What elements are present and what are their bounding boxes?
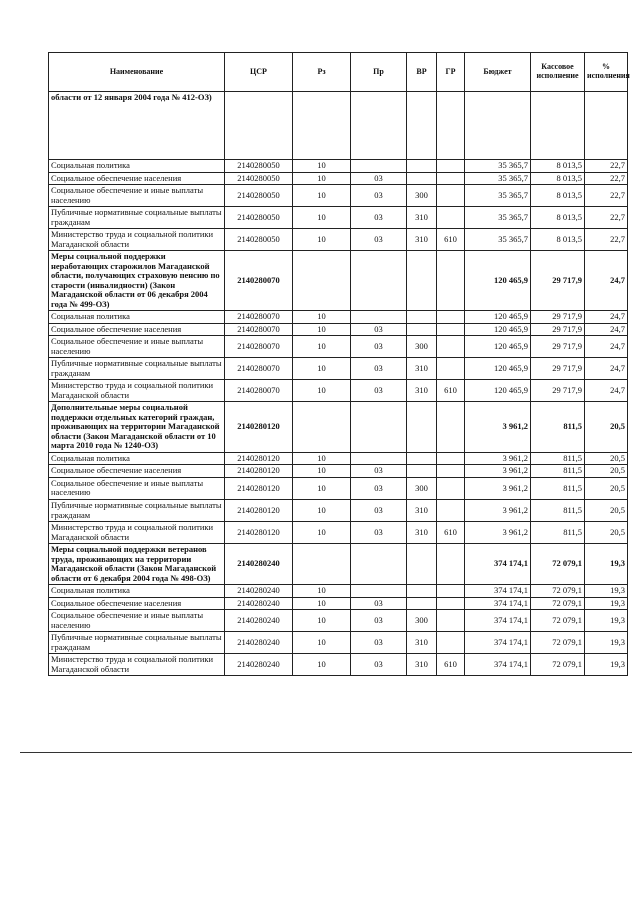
cell-name: Дополнительные меры социальной поддержки отдельных категорий граждан, проживающих на территории Магаданской области (Закон Магаданской области от 10 марта 2010 года № 1240-ОЗ) bbox=[49, 402, 225, 453]
cell-name: Меры социальной поддержки неработающих старожилов Магаданской области, получающих страховую пенсию по старости (инвалидности) (Закон Магаданской области от 06 декабря 2004 года № 499-ОЗ) bbox=[49, 251, 225, 311]
cell-rz: 10 bbox=[293, 172, 351, 185]
cell-rz bbox=[293, 251, 351, 311]
cell-pct: 19,3 bbox=[585, 610, 628, 632]
cell-gr bbox=[437, 465, 465, 478]
cell-csr: 2140280050 bbox=[225, 229, 293, 251]
cell-pr: 03 bbox=[351, 654, 407, 676]
cell-pr bbox=[351, 311, 407, 324]
cell-rz: 10 bbox=[293, 358, 351, 380]
cell-rz: 10 bbox=[293, 585, 351, 598]
cell-name: Министерство труда и социальной политики Магаданской области bbox=[49, 229, 225, 251]
cell-csr: 2140280070 bbox=[225, 311, 293, 324]
cell-budget: 35 365,7 bbox=[465, 185, 531, 207]
cell-name: Публичные нормативные социальные выплаты гражданам bbox=[49, 499, 225, 521]
cell-exec: 72 079,1 bbox=[531, 597, 585, 610]
cell-budget: 120 465,9 bbox=[465, 336, 531, 358]
cell-pr: 03 bbox=[351, 229, 407, 251]
cell-csr: 2140280050 bbox=[225, 160, 293, 173]
cell-pr bbox=[351, 452, 407, 465]
cell-name: Публичные нормативные социальные выплаты гражданам bbox=[49, 358, 225, 380]
cell-pct: 24,7 bbox=[585, 336, 628, 358]
cell-rz: 10 bbox=[293, 185, 351, 207]
cell-vr bbox=[407, 585, 437, 598]
cell-name: Социальное обеспечение населения bbox=[49, 172, 225, 185]
cell-name: Социальное обеспечение населения bbox=[49, 465, 225, 478]
cell-pr: 03 bbox=[351, 380, 407, 402]
cell-csr: 2140280070 bbox=[225, 336, 293, 358]
cell-rz: 10 bbox=[293, 465, 351, 478]
cell-budget: 3 961,2 bbox=[465, 465, 531, 478]
cell-vr bbox=[407, 452, 437, 465]
cell-name: Социальное обеспечение и иные выплаты населению bbox=[49, 610, 225, 632]
cell-gr bbox=[437, 172, 465, 185]
cell-name: Социальное обеспечение и иные выплаты населению bbox=[49, 185, 225, 207]
cell-pct: 20,5 bbox=[585, 477, 628, 499]
cell-pr: 03 bbox=[351, 597, 407, 610]
cell-pct: 19,3 bbox=[585, 597, 628, 610]
cell-budget: 374 174,1 bbox=[465, 632, 531, 654]
table-row bbox=[49, 251, 628, 311]
cell-name: Министерство труда и социальной политики Магаданской области bbox=[49, 522, 225, 544]
cell-vr bbox=[407, 402, 437, 453]
cell-exec: 8 013,5 bbox=[531, 160, 585, 173]
cell-csr: 2140280050 bbox=[225, 207, 293, 229]
table-row bbox=[49, 185, 628, 207]
cell-name: Социальная политика bbox=[49, 311, 225, 324]
cell-budget: 3 961,2 bbox=[465, 477, 531, 499]
cell-name: Публичные нормативные социальные выплаты гражданам bbox=[49, 632, 225, 654]
cell-pct: 19,3 bbox=[585, 654, 628, 676]
cell-pr bbox=[351, 160, 407, 173]
cell-gr bbox=[437, 610, 465, 632]
cell-exec: 8 013,5 bbox=[531, 207, 585, 229]
cell-csr: 2140280070 bbox=[225, 358, 293, 380]
budget-table bbox=[48, 52, 628, 676]
cell-budget: 3 961,2 bbox=[465, 402, 531, 453]
cell-pct: 19,3 bbox=[585, 632, 628, 654]
cell-gr bbox=[437, 358, 465, 380]
empty-cell bbox=[351, 92, 407, 160]
cell-pct: 24,7 bbox=[585, 323, 628, 336]
table-row bbox=[49, 465, 628, 478]
header-row bbox=[49, 53, 628, 92]
cell-vr: 300 bbox=[407, 336, 437, 358]
cell-pr: 03 bbox=[351, 465, 407, 478]
table-row bbox=[49, 172, 628, 185]
cell-pr: 03 bbox=[351, 610, 407, 632]
cell-budget: 374 174,1 bbox=[465, 597, 531, 610]
empty-cell bbox=[465, 92, 531, 160]
table-row bbox=[49, 654, 628, 676]
cell-vr bbox=[407, 311, 437, 324]
cell-csr: 2140280050 bbox=[225, 185, 293, 207]
cell-exec: 72 079,1 bbox=[531, 632, 585, 654]
cell-vr: 310 bbox=[407, 229, 437, 251]
cell-vr: 310 bbox=[407, 522, 437, 544]
cell-gr bbox=[437, 336, 465, 358]
empty-cell bbox=[293, 92, 351, 160]
cell-name: Меры социальной поддержки ветеранов труда, проживающих на территории Магаданской области (Закон Магаданской области от 6 декабря 2004 года № 498-ОЗ) bbox=[49, 544, 225, 585]
cell-rz: 10 bbox=[293, 323, 351, 336]
table-row bbox=[49, 336, 628, 358]
cell-exec: 811,5 bbox=[531, 477, 585, 499]
cell-pr: 03 bbox=[351, 323, 407, 336]
cell-exec: 29 717,9 bbox=[531, 251, 585, 311]
cell-csr: 2140280070 bbox=[225, 251, 293, 311]
cell-vr: 300 bbox=[407, 610, 437, 632]
cell-pr: 03 bbox=[351, 336, 407, 358]
cell-pr bbox=[351, 251, 407, 311]
cell-vr: 310 bbox=[407, 380, 437, 402]
cell-gr bbox=[437, 499, 465, 521]
cell-csr: 2140280120 bbox=[225, 499, 293, 521]
cell-budget: 120 465,9 bbox=[465, 380, 531, 402]
cell-exec: 29 717,9 bbox=[531, 380, 585, 402]
table-row bbox=[49, 597, 628, 610]
table-row bbox=[49, 207, 628, 229]
table-row bbox=[49, 544, 628, 585]
table-row bbox=[49, 522, 628, 544]
cell-exec: 29 717,9 bbox=[531, 311, 585, 324]
cell-rz: 10 bbox=[293, 229, 351, 251]
continuation-row bbox=[49, 92, 628, 160]
header-rz: Рз bbox=[293, 53, 351, 92]
empty-cell bbox=[585, 92, 628, 160]
cell-pct: 22,7 bbox=[585, 160, 628, 173]
cell-exec: 811,5 bbox=[531, 465, 585, 478]
cell-name: Социальная политика bbox=[49, 452, 225, 465]
cell-budget: 120 465,9 bbox=[465, 323, 531, 336]
cell-vr bbox=[407, 160, 437, 173]
cell-vr bbox=[407, 172, 437, 185]
cell-exec: 29 717,9 bbox=[531, 358, 585, 380]
cell-budget: 3 961,2 bbox=[465, 522, 531, 544]
cell-pct: 22,7 bbox=[585, 207, 628, 229]
cell-budget: 3 961,2 bbox=[465, 499, 531, 521]
cell-csr: 2140280240 bbox=[225, 610, 293, 632]
cell-exec: 811,5 bbox=[531, 499, 585, 521]
table-row bbox=[49, 358, 628, 380]
cell-csr: 2140280240 bbox=[225, 597, 293, 610]
cell-name: Публичные нормативные социальные выплаты гражданам bbox=[49, 207, 225, 229]
cell-vr: 310 bbox=[407, 207, 437, 229]
cell-budget: 120 465,9 bbox=[465, 311, 531, 324]
cell-pct: 20,5 bbox=[585, 465, 628, 478]
cell-gr: 610 bbox=[437, 380, 465, 402]
cell-csr: 2140280070 bbox=[225, 380, 293, 402]
cell-budget: 3 961,2 bbox=[465, 452, 531, 465]
cell-name: Министерство труда и социальной политики Магаданской области bbox=[49, 380, 225, 402]
cell-pr: 03 bbox=[351, 522, 407, 544]
cell-exec: 8 013,5 bbox=[531, 172, 585, 185]
cell-rz: 10 bbox=[293, 311, 351, 324]
cell-csr: 2140280120 bbox=[225, 402, 293, 453]
empty-cell bbox=[531, 92, 585, 160]
cell-name: Социальная политика bbox=[49, 585, 225, 598]
cell-csr: 2140280240 bbox=[225, 544, 293, 585]
cell-name: Социальное обеспечение населения bbox=[49, 597, 225, 610]
cell-gr bbox=[437, 585, 465, 598]
cell-gr bbox=[437, 251, 465, 311]
cell-vr: 300 bbox=[407, 185, 437, 207]
cell-csr: 2140280120 bbox=[225, 477, 293, 499]
cell-rz: 10 bbox=[293, 336, 351, 358]
cell-gr bbox=[437, 632, 465, 654]
cell-csr: 2140280120 bbox=[225, 465, 293, 478]
cell-pr: 03 bbox=[351, 358, 407, 380]
cell-pr bbox=[351, 544, 407, 585]
cell-csr: 2140280050 bbox=[225, 172, 293, 185]
cell-budget: 35 365,7 bbox=[465, 207, 531, 229]
cell-pr: 03 bbox=[351, 207, 407, 229]
table-row bbox=[49, 323, 628, 336]
cell-gr bbox=[437, 185, 465, 207]
cell-rz: 10 bbox=[293, 522, 351, 544]
cell-vr bbox=[407, 597, 437, 610]
empty-cell bbox=[225, 92, 293, 160]
cell-name: Социальное обеспечение и иные выплаты населению bbox=[49, 477, 225, 499]
cell-rz bbox=[293, 544, 351, 585]
cell-name: Социальная политика bbox=[49, 160, 225, 173]
cell-pct: 20,5 bbox=[585, 402, 628, 453]
cell-name: Социальное обеспечение населения bbox=[49, 323, 225, 336]
table-row bbox=[49, 477, 628, 499]
cell-gr bbox=[437, 402, 465, 453]
cell-csr: 2140280240 bbox=[225, 632, 293, 654]
cell-vr bbox=[407, 544, 437, 585]
cell-vr: 310 bbox=[407, 358, 437, 380]
cell-pct: 19,3 bbox=[585, 585, 628, 598]
cell-gr bbox=[437, 452, 465, 465]
cell-vr bbox=[407, 251, 437, 311]
cell-budget: 374 174,1 bbox=[465, 654, 531, 676]
cell-gr bbox=[437, 207, 465, 229]
cell-exec: 811,5 bbox=[531, 452, 585, 465]
cell-pct: 20,5 bbox=[585, 522, 628, 544]
cell-gr bbox=[437, 160, 465, 173]
header-vr: ВР bbox=[407, 53, 437, 92]
cell-pr: 03 bbox=[351, 185, 407, 207]
cell-csr: 2140280070 bbox=[225, 323, 293, 336]
cell-exec: 8 013,5 bbox=[531, 185, 585, 207]
header-name: Наименование bbox=[49, 53, 225, 92]
cell-pct: 24,7 bbox=[585, 380, 628, 402]
cell-budget: 374 174,1 bbox=[465, 544, 531, 585]
cell-pct: 22,7 bbox=[585, 172, 628, 185]
table-row bbox=[49, 452, 628, 465]
cell-rz: 10 bbox=[293, 499, 351, 521]
table-row bbox=[49, 311, 628, 324]
cell-rz: 10 bbox=[293, 207, 351, 229]
cell-pct: 20,5 bbox=[585, 499, 628, 521]
cell-rz: 10 bbox=[293, 610, 351, 632]
cell-budget: 35 365,7 bbox=[465, 172, 531, 185]
cell-vr: 310 bbox=[407, 632, 437, 654]
cell-gr: 610 bbox=[437, 522, 465, 544]
cell-rz bbox=[293, 402, 351, 453]
cell-vr bbox=[407, 323, 437, 336]
cell-gr: 610 bbox=[437, 229, 465, 251]
cell-pr: 03 bbox=[351, 477, 407, 499]
cell-csr: 2140280120 bbox=[225, 522, 293, 544]
cell-pr: 03 bbox=[351, 499, 407, 521]
cell-pr: 03 bbox=[351, 172, 407, 185]
cell-pct: 24,7 bbox=[585, 251, 628, 311]
empty-cell bbox=[407, 92, 437, 160]
cell-pr bbox=[351, 585, 407, 598]
table-row bbox=[49, 229, 628, 251]
page-separator-line bbox=[20, 752, 632, 753]
cell-exec: 72 079,1 bbox=[531, 585, 585, 598]
cell-rz: 10 bbox=[293, 380, 351, 402]
continuation-cell: области от 12 января 2004 года № 412-ОЗ) bbox=[49, 92, 225, 160]
cell-pr bbox=[351, 402, 407, 453]
table-row bbox=[49, 160, 628, 173]
cell-pct: 24,7 bbox=[585, 358, 628, 380]
table-row bbox=[49, 402, 628, 453]
cell-rz: 10 bbox=[293, 632, 351, 654]
cell-gr bbox=[437, 323, 465, 336]
cell-name: Социальное обеспечение и иные выплаты населению bbox=[49, 336, 225, 358]
cell-csr: 2140280120 bbox=[225, 452, 293, 465]
cell-budget: 374 174,1 bbox=[465, 610, 531, 632]
cell-pct: 24,7 bbox=[585, 311, 628, 324]
cell-budget: 35 365,7 bbox=[465, 160, 531, 173]
cell-rz: 10 bbox=[293, 452, 351, 465]
header-exec: Кассовое исполнение bbox=[531, 53, 585, 92]
cell-pct: 19,3 bbox=[585, 544, 628, 585]
cell-name: Министерство труда и социальной политики Магаданской области bbox=[49, 654, 225, 676]
cell-csr: 2140280240 bbox=[225, 585, 293, 598]
cell-vr: 310 bbox=[407, 499, 437, 521]
cell-budget: 120 465,9 bbox=[465, 358, 531, 380]
cell-budget: 120 465,9 bbox=[465, 251, 531, 311]
cell-exec: 29 717,9 bbox=[531, 336, 585, 358]
table-row bbox=[49, 585, 628, 598]
empty-cell bbox=[437, 92, 465, 160]
cell-exec: 72 079,1 bbox=[531, 544, 585, 585]
cell-budget: 35 365,7 bbox=[465, 229, 531, 251]
cell-rz: 10 bbox=[293, 597, 351, 610]
cell-exec: 8 013,5 bbox=[531, 229, 585, 251]
cell-pct: 22,7 bbox=[585, 229, 628, 251]
table-row bbox=[49, 380, 628, 402]
cell-vr bbox=[407, 465, 437, 478]
cell-budget: 374 174,1 bbox=[465, 585, 531, 598]
cell-gr bbox=[437, 311, 465, 324]
cell-rz: 10 bbox=[293, 477, 351, 499]
cell-csr: 2140280240 bbox=[225, 654, 293, 676]
cell-rz: 10 bbox=[293, 160, 351, 173]
header-pr: Пр bbox=[351, 53, 407, 92]
cell-vr: 300 bbox=[407, 477, 437, 499]
cell-gr bbox=[437, 597, 465, 610]
cell-gr bbox=[437, 544, 465, 585]
table-row bbox=[49, 499, 628, 521]
header-csr: ЦСР bbox=[225, 53, 293, 92]
cell-gr: 610 bbox=[437, 654, 465, 676]
cell-rz: 10 bbox=[293, 654, 351, 676]
cell-vr: 310 bbox=[407, 654, 437, 676]
table-row bbox=[49, 632, 628, 654]
cell-exec: 811,5 bbox=[531, 402, 585, 453]
table-row bbox=[49, 610, 628, 632]
cell-exec: 29 717,9 bbox=[531, 323, 585, 336]
cell-pct: 22,7 bbox=[585, 185, 628, 207]
header-budget: Бюджет bbox=[465, 53, 531, 92]
cell-exec: 72 079,1 bbox=[531, 654, 585, 676]
cell-pct: 20,5 bbox=[585, 452, 628, 465]
header-pct: % исполнения bbox=[585, 53, 628, 92]
cell-exec: 811,5 bbox=[531, 522, 585, 544]
cell-pr: 03 bbox=[351, 632, 407, 654]
cell-exec: 72 079,1 bbox=[531, 610, 585, 632]
cell-gr bbox=[437, 477, 465, 499]
header-gr: ГР bbox=[437, 53, 465, 92]
